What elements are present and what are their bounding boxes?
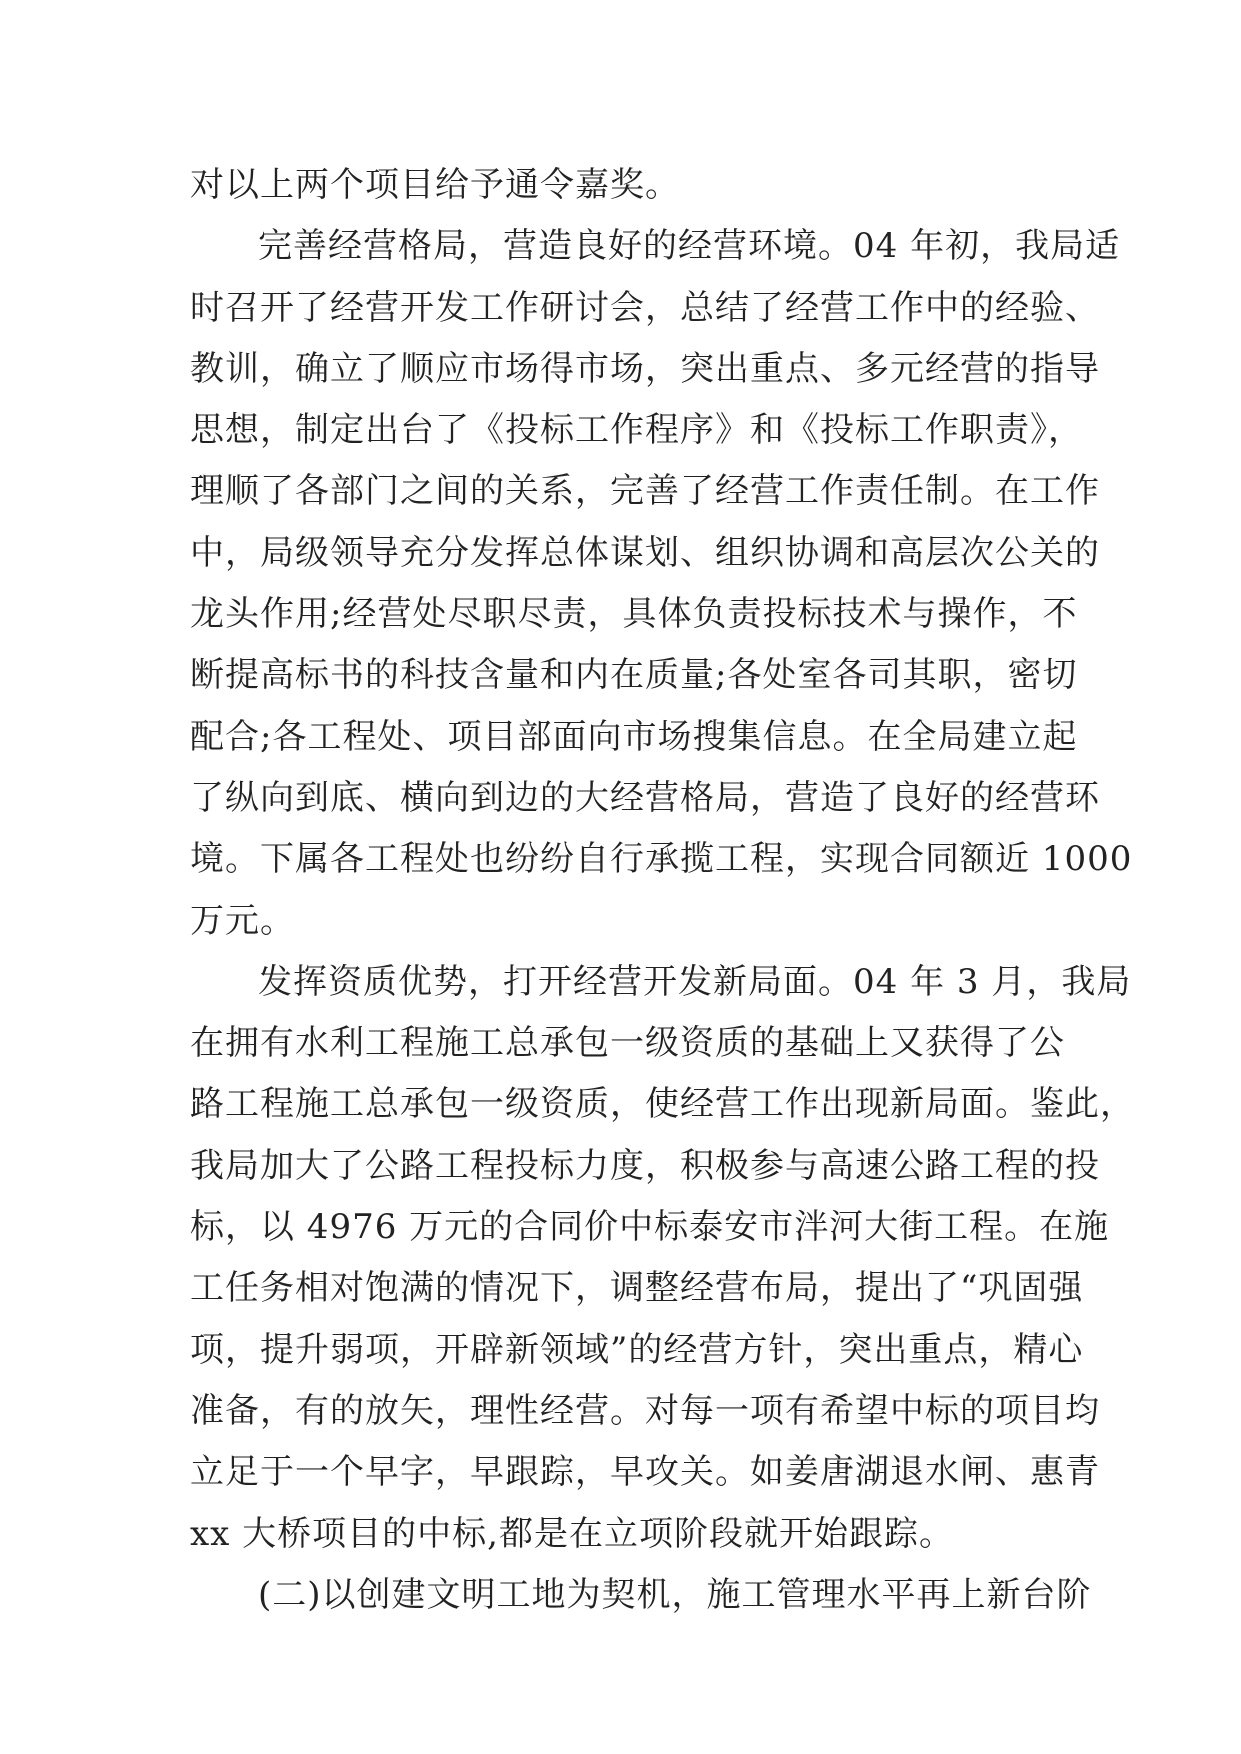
body-text [190, 155, 1135, 1626]
text-line: 在拥有水利工程施工总承包一级资质的基础上又获得了公 [190, 1023, 1065, 1064]
text-line: (二)以创建文明工地为契机，施工管理水平再上新台阶 [258, 1574, 1092, 1615]
text-line: 我局加大了公路工程投标力度，积极参与高速公路工程的投 [190, 1145, 1100, 1186]
text-line: xx 大桥项目的中标,都是在立项阶段就开始跟踪。 [190, 1513, 954, 1554]
text-line: 路工程施工总承包一级资质，使经营工作出现新局面。鉴此， [190, 1084, 1135, 1125]
text-line: 时召开了经营开发工作研讨会，总结了经营工作中的经验、 [190, 287, 1100, 328]
text-line: 发挥资质优势，打开经营开发新局面。04 年 3 月，我局 [258, 961, 1132, 1002]
text-line: 了纵向到底、横向到边的大经营格局，营造了良好的经营环 [190, 777, 1100, 818]
text-line: 对以上两个项目给予通令嘉奖。 [190, 165, 680, 205]
text-line: 断提高标书的科技含量和内在质量;各处室各司其职，密切 [190, 655, 1078, 696]
text-line: 万元。 [190, 900, 295, 941]
text-line: 项，提升弱项，开辟新领域”的经营方针，突出重点，精心 [190, 1329, 1084, 1370]
text-line: 工任务相对饱满的情况下，调整经营布局，提出了“巩固强 [190, 1268, 1084, 1309]
text-line: 境。下属各工程处也纷纷自行承揽工程，实现合同额近 1000 [190, 839, 1133, 880]
text-line: 立足于一个早字，早跟踪，早攻关。如姜唐湖退水闸、惠青 [190, 1452, 1100, 1493]
text-line: 龙头作用;经营处尽职尽责，具体负责投标技术与操作，不 [190, 594, 1078, 635]
text-line: 中，局级领导充分发挥总体谋划、组织协调和高层次公关的 [190, 532, 1100, 573]
text-line: 配合;各工程处、项目部面向市场搜集信息。在全局建立起 [190, 716, 1078, 757]
text-line: 准备，有的放矢，理性经营。对每一项有希望中标的项目均 [190, 1390, 1100, 1431]
text-line: 思想，制定出台了《投标工作程序》和《投标工作职责》， [190, 410, 1083, 451]
text-line: 理顺了各部门之间的关系，完善了经营工作责任制。在工作 [190, 471, 1100, 512]
text-line: 教训，确立了顺应市场得市场，突出重点、多元经营的指导 [190, 348, 1100, 389]
text-line: 完善经营格局，营造良好的经营环境。04 年初，我局适 [258, 226, 1121, 267]
text-line: 标，以 4976 万元的合同价中标泰安市泮河大街工程。在施 [190, 1207, 1110, 1248]
